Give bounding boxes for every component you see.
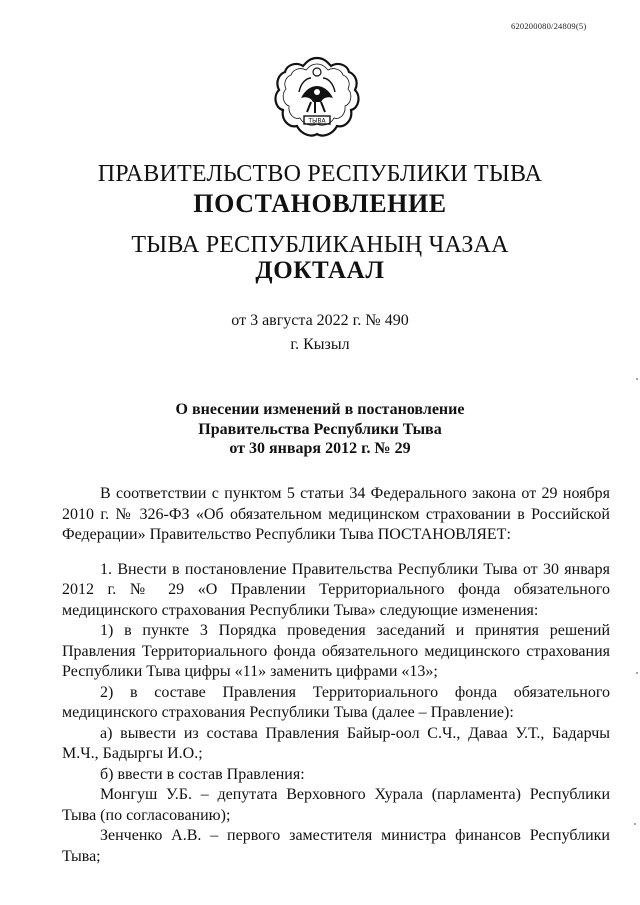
document-subject	[0, 400, 640, 459]
scan-speck	[636, 672, 638, 674]
document-body	[62, 484, 610, 867]
document-type-tyv: ДОКТААЛ	[255, 257, 385, 284]
subitem-2-paragraph: 2) в составе Правления Территориального фонда обязательного медицинского страхования Республики Тыва (далее – Правление):	[62, 683, 610, 721]
preamble-paragraph: В соответствии с пунктом 5 статьи 34 Федерального закона от 29 ноября 2010 г. № 326-ФЗ «Об обязательном медицинском страховании в Российской Федерации» Правительство Республики Тыва ПОСТАНОВЛЯЕТ:	[62, 485, 610, 543]
subject-line-1: О внесении изменений в постановление	[175, 401, 465, 418]
document-type-ru: ПОСТАНОВЛЕНИЕ	[193, 189, 447, 218]
scan-speck	[636, 378, 638, 380]
svg-text:ТЫВА: ТЫВА	[308, 117, 326, 125]
government-name-tyv: ТЫВА РЕСПУБЛИКАНЫҢ ЧАЗАА	[131, 232, 509, 258]
subitem-a-paragraph: а) вывести из состава Правления Байыр-оол С.Ч., Даваа У.Т., Бадарчы М.Ч., Бадыргы И.О.;	[62, 724, 610, 762]
member-mongush-paragraph: Монгуш У.Б. – депутата Верховного Хурала (парламента) Республики Тыва (по согласованию);	[62, 786, 610, 824]
document-date-number: от 3 августа 2022 г. № 490	[231, 312, 409, 329]
document-city: г. Кызыл	[290, 336, 350, 353]
scan-speck	[634, 823, 636, 825]
document-code: 620200080/24809(5)	[511, 21, 587, 31]
member-zenchenko-paragraph: Зенченко А.В. – первого заместителя министра финансов Республики Тыва;	[62, 827, 610, 865]
government-name-ru: ПРАВИТЕЛЬСТВО РЕСПУБЛИКИ ТЫВА	[97, 161, 543, 187]
subitem-b-paragraph: б) ввести в состав Правления:	[100, 765, 305, 783]
item-1-paragraph: 1. Внести в постановление Правительства Республики Тыва от 30 января 2012 г. № 29 «О Правлении Территориального фонда обязательного медицинского страхования Республики Тыва» следующие изменения:	[62, 560, 610, 619]
subject-line-2: Правительства Республики Тыва	[198, 420, 442, 438]
subject-line-3: от 30 января 2012 г. № 29	[229, 440, 411, 457]
subitem-1-paragraph: 1) в пункте 3 Порядка проведения заседаний и принятия решений Правления Территориального фонда обязательного медицинского страхования Республики Тыва цифры «11» заменить цифрами «13»;	[62, 622, 610, 680]
coat-of-arms-emblem-icon	[271, 52, 363, 144]
